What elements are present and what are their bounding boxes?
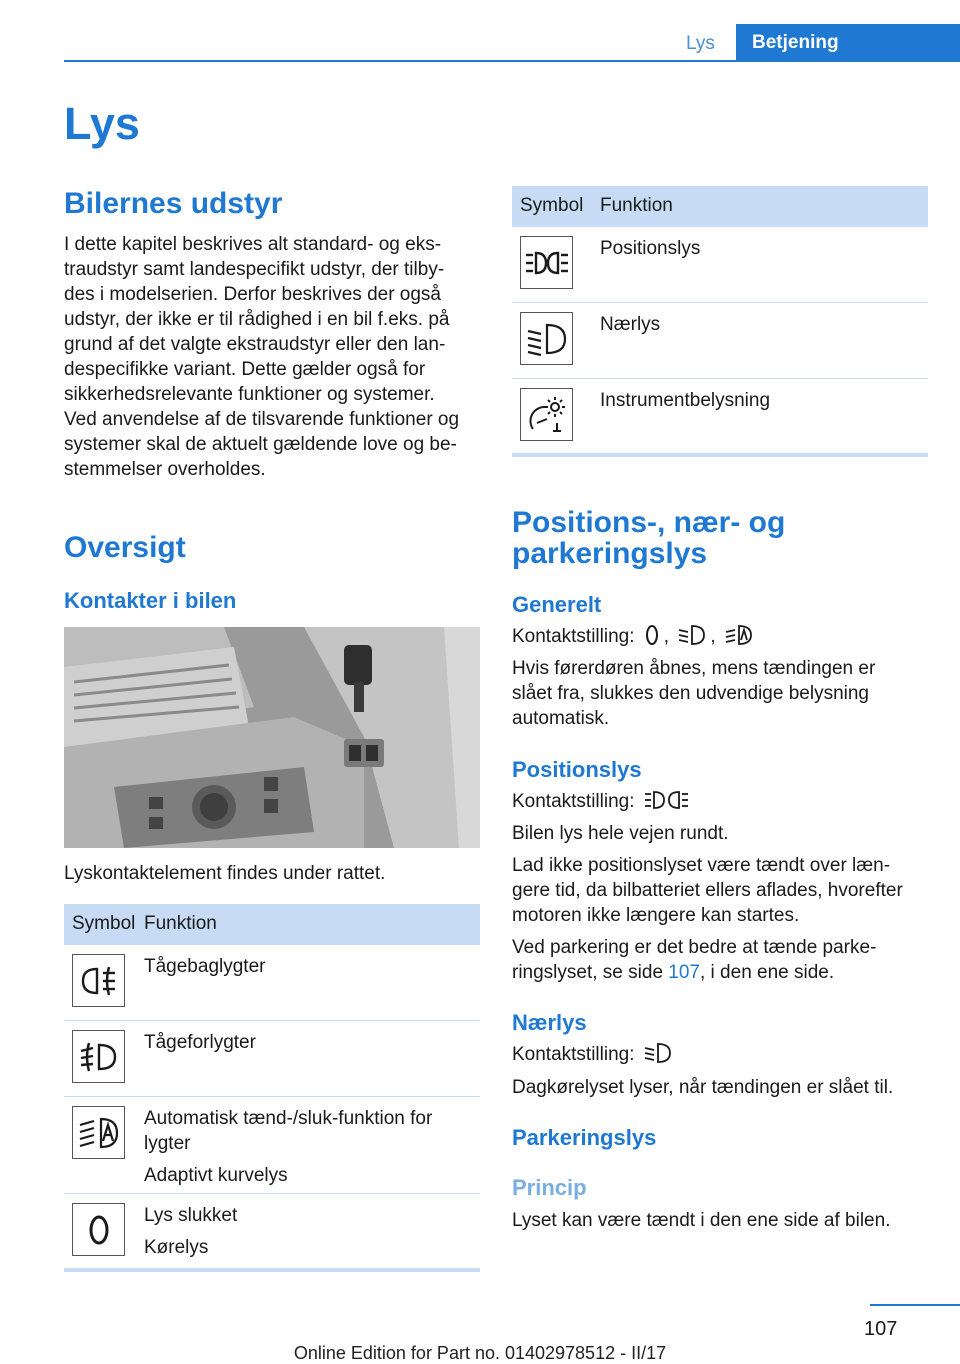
automatic-headlight-icon [725,624,753,646]
header-section-label: Lys [686,33,715,54]
lights-off-icon [72,1203,125,1256]
table-row [64,1194,480,1270]
column-header-symbol: Symbol [64,904,144,945]
function-label: Instrumentbelysning [600,390,771,411]
low-beam-icon [520,312,573,365]
heading-principle: Princip [512,1175,587,1200]
heading-position-low-parking: Positions-, nær- og parkeringslys [512,506,786,570]
column-header-function: Funktion [144,904,480,945]
paragraph-parking-3: Ved parkering er det bedre at tænde parke- ringslyset, se side 107, i den ene side. [512,937,877,983]
table-row [512,303,928,379]
function-label: Lys slukket [144,1205,238,1226]
heading-equipment: Bilernes udstyr [64,187,283,220]
symbol-table-right [512,186,928,455]
column-header-symbol: Symbol [512,186,600,227]
function-label: Adaptivt kurvelys [144,1165,288,1186]
automatic-headlight-icon [72,1106,125,1159]
page-reference-link[interactable]: 107 [668,962,700,983]
table-header-row [512,186,928,227]
header-chapter-tab: Betjening [736,24,960,62]
paragraph-low-beam: Dagkørelyset lyser, når tændingen er slået til. [512,1077,894,1098]
table-row [512,227,928,303]
paragraph-parking-2: Lad ikke positionslyset være tændt over læn- gere tid, da bilbatteriet ellers aflades, hvorefter motoren ikke længere kan startes. [512,855,903,926]
function-label: Positionslys [600,238,701,259]
lights-off-icon [644,624,660,646]
heading-parking-light: Positionslys [512,757,642,782]
switch-position-parking: Kontaktstilling: [512,789,694,814]
rear-fog-light-icon [72,954,125,1007]
front-fog-light-icon [72,1030,125,1083]
table-row [64,1021,480,1097]
symbol-table-left [64,904,480,1270]
paragraph-parking-1: Bilen lys hele vejen rundt. [512,823,729,844]
photo-caption: Lyskontaktelement findes under rattet. [64,863,386,884]
table-row [64,945,480,1021]
heading-low-beam: Nærlys [512,1010,587,1035]
paragraph-principle: Lyset kan være tændt i den ene side af bilen. [512,1210,891,1231]
function-label: Automatisk tænd-/sluk-funktion for lygter [144,1108,433,1154]
paragraph-general: Hvis førerdøren åbnes, mens tændingen er slået fra, slukkes den udvendige belysning automatisk. [512,658,876,729]
heading-overview: Oversigt [64,531,186,564]
switch-position-low-beam: Kontaktstilling: [512,1042,676,1067]
page-number: 107 [864,1318,898,1340]
heading-parking-lights: Parkeringslys [512,1125,657,1150]
function-label: Kørelys [144,1237,209,1258]
low-beam-icon [644,1042,672,1064]
function-label: Nærlys [600,314,661,335]
table-row [64,1097,480,1194]
footer-rule [870,1304,960,1306]
function-label: Tågebaglygter [144,956,266,977]
heading-controls: Kontakter i bilen [64,588,237,613]
heading-general: Generelt [512,592,602,617]
parking-light-icon [520,236,573,289]
column-header-function: Funktion [600,186,928,227]
page-title: Lys [64,98,140,149]
table-row [512,379,928,455]
switch-position-general: Kontaktstilling: , , [512,624,757,649]
instrument-lighting-icon [520,388,573,441]
paragraph-equipment: I dette kapitel beskrives alt standard- og eks- traudstyr samt landespecifikt udstyr, der tilby- des i modelserien. Derfor beskrives der også udstyr, der ikke er til rådighed i en bil f.eks. på grund af det valgte ekstraudstyr eller den lan- despecifikke variant. Dette gælder også for sikkerhedsrelevante funktioner og systemer. Ved anvendelse af de tilsvarende funktioner og systemer skal de aktuelt gældende love og be- stemmelser overholdes. [64,234,460,480]
header-rule [64,60,960,62]
function-label: Tågeforlygter [144,1032,256,1053]
low-beam-icon [678,624,706,646]
light-switch-photo [64,627,480,848]
table-bottom-rule [64,1268,480,1272]
footer-edition: Online Edition for Part no. 01402978512 - II/17 [293,1343,667,1363]
table-bottom-rule [512,453,928,457]
table-header-row [64,904,480,945]
parking-light-icon [644,789,690,811]
